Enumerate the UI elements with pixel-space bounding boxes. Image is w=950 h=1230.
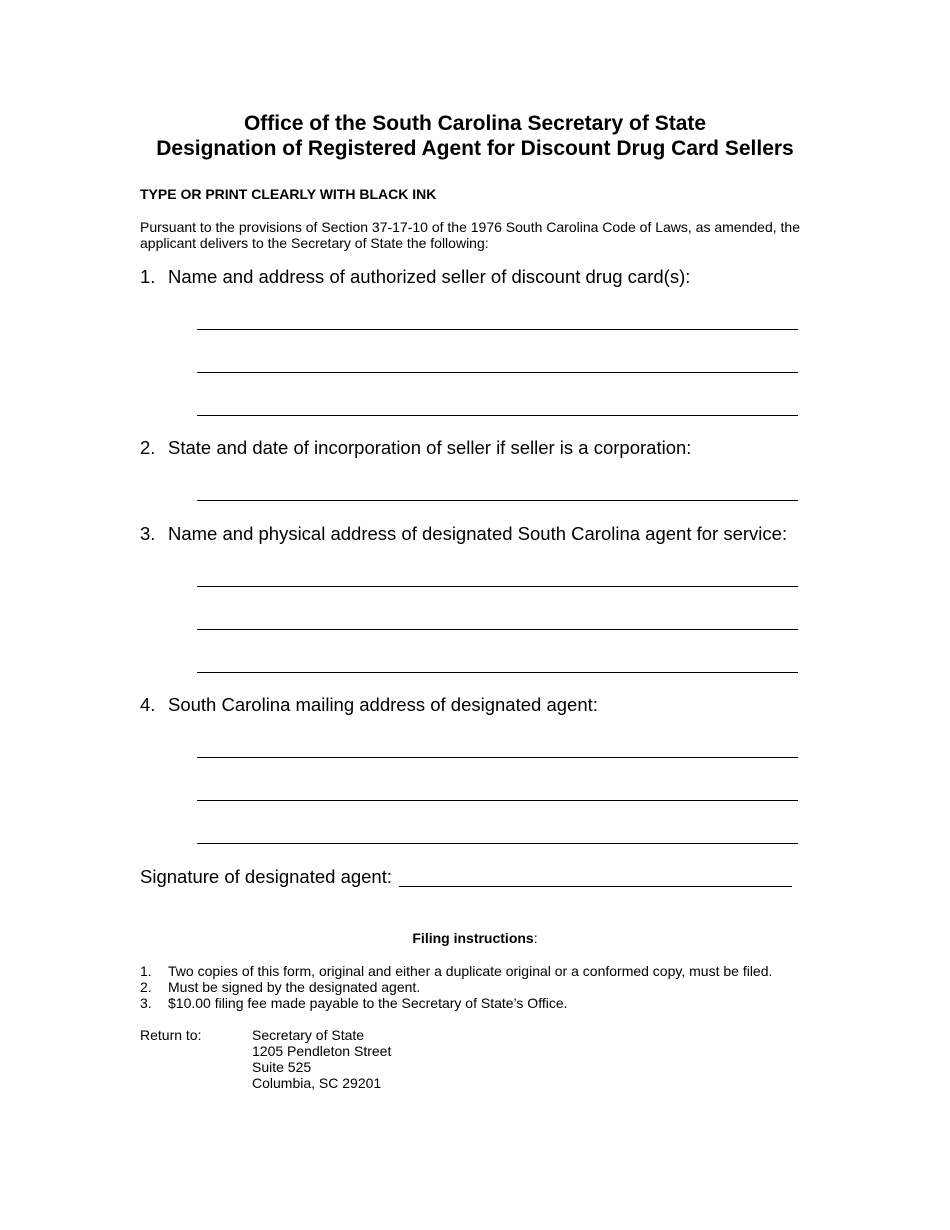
return-to-label: Return to: — [140, 1027, 202, 1043]
question-number: 2. — [140, 437, 156, 458]
filing-item-text: Two copies of this form, original and either a duplicate original or a conformed copy, must be filed. — [168, 963, 773, 979]
filing-item — [140, 995, 568, 1011]
answer-line-4b[interactable] — [197, 800, 798, 801]
answer-line-1c[interactable] — [197, 415, 798, 416]
filing-item-text: Must be signed by the designated agent. — [168, 979, 421, 995]
filing-item-number: 2. — [140, 979, 152, 995]
question-number: 1. — [140, 266, 156, 287]
signature-line[interactable] — [399, 886, 792, 887]
question-3 — [140, 523, 787, 545]
question-text: State and date of incorporation of seller if seller is a corporation: — [168, 437, 692, 458]
return-address-line: Columbia, SC 29201 — [252, 1075, 382, 1091]
filing-heading-colon: : — [533, 930, 538, 946]
ink-instruction: TYPE OR PRINT CLEARLY WITH BLACK INK — [140, 186, 437, 202]
filing-item-text: $10.00 filing fee made payable to the Secretary of State’s Office. — [168, 995, 568, 1011]
filing-item — [140, 979, 420, 995]
question-number: 4. — [140, 694, 156, 715]
return-address-line: Suite 525 — [252, 1059, 312, 1075]
form-title-line-2: Designation of Registered Agent for Discount Drug Card Sellers — [156, 137, 794, 160]
question-number: 3. — [140, 523, 156, 544]
filing-item-number: 3. — [140, 995, 152, 1011]
filing-instructions-heading — [0, 930, 950, 946]
return-address-line: 1205 Pendleton Street — [252, 1043, 392, 1059]
question-text: South Carolina mailing address of designated agent: — [168, 694, 598, 715]
answer-line-1b[interactable] — [197, 372, 798, 373]
answer-line-2a[interactable] — [197, 500, 798, 501]
question-2 — [140, 437, 691, 459]
intro-paragraph: Pursuant to the provisions of Section 37-17-10 of the 1976 South Carolina Code of Laws, as amended, the applicant delivers to the Secretary of State the following: — [140, 219, 800, 251]
question-4 — [140, 694, 598, 716]
filing-item-number: 1. — [140, 963, 152, 979]
form-title-line-1: Office of the South Carolina Secretary of State — [243, 112, 707, 135]
question-1 — [140, 266, 690, 288]
answer-line-3b[interactable] — [197, 629, 798, 630]
question-text: Name and physical address of designated South Carolina agent for service: — [168, 523, 788, 544]
question-text: Name and address of authorized seller of discount drug card(s): — [168, 266, 691, 287]
signature-label: Signature of designated agent: — [140, 866, 392, 887]
answer-line-4a[interactable] — [197, 757, 798, 758]
answer-line-4c[interactable] — [197, 843, 798, 844]
answer-line-1a[interactable] — [197, 329, 798, 330]
filing-heading-text: Filing instructions — [412, 930, 534, 946]
return-address-line: Secretary of State — [252, 1027, 365, 1043]
filing-item — [140, 963, 772, 979]
answer-line-3a[interactable] — [197, 586, 798, 587]
answer-line-3c[interactable] — [197, 672, 798, 673]
